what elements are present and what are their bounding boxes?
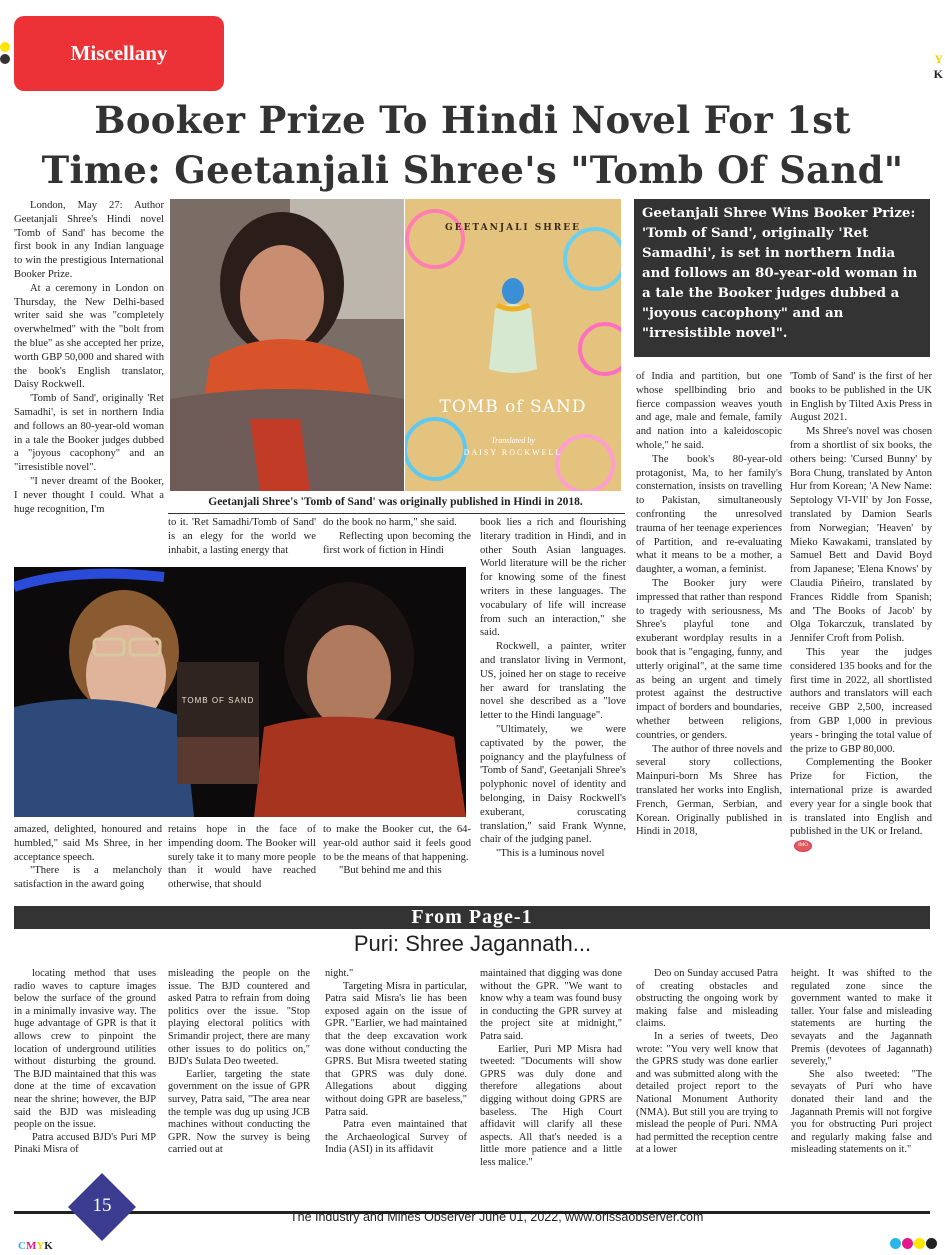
paragraph: retains hope in the face of impending doom. The Booker will surely take it to many more people than it would have reached otherwise, that should bbox=[168, 824, 316, 891]
jump-story-title: Puri: Shree Jagannath... bbox=[353, 931, 592, 956]
paragraph: Earlier, targeting the state government on the issue of GPR survey, Patra said, "The area near the temple was dug up using JCB machines without conducting the GPR. Now the survey is being carried out at bbox=[168, 1068, 310, 1156]
paragraph: The Booker jury were impressed that rather than respond to tragedy with seriousness, Ms Shree's playful tone and exuberant wordplay results in a book that is "engaging, funny, and utterly original", at the same time as being an urgent and timely protest against the destructive impact of borders and boundaries, whether between religions, countries, or genders. bbox=[636, 577, 782, 741]
paragraph: Patra accused BJD's Puri MP Pinaki Misra of bbox=[14, 1131, 156, 1156]
paragraph: Patra even maintained that the Archaeological Survey of India (ASI) in its affidavit bbox=[325, 1119, 467, 1156]
paragraph: "There is a melancholy satisfaction in the award going bbox=[14, 865, 162, 891]
article-col-4 bbox=[480, 516, 626, 861]
article-col-2-bottom bbox=[168, 823, 316, 892]
cmyk-mark bbox=[18, 1240, 53, 1252]
paragraph: In a series of tweets, Deo wrote: "You very well know that the GPRS study was done earlier and was submitted along with the detailed project report to the National Monument Authority (NMA). But still you are trying to mislead the people of Puri. NMA had permitted the reception centre at a lower bbox=[636, 1030, 778, 1156]
jump-section-bar: From Page-1 bbox=[14, 906, 930, 929]
paragraph: "But behind me and this bbox=[339, 865, 442, 877]
author-photo bbox=[170, 199, 404, 491]
y-mark: Y bbox=[934, 52, 943, 66]
cmyk-m: M bbox=[25, 1240, 37, 1252]
k-mark: K bbox=[933, 67, 943, 81]
headline-line-1: Booker Prize To Hindi Novel For 1st bbox=[94, 98, 851, 142]
caption-rule bbox=[168, 513, 625, 514]
yellow-registration-dot bbox=[0, 42, 10, 52]
paragraph: This year the judges considered 135 books and for the first time in 2022, all shortlisted authors and translators will each receive GBP 2,500, increased from GBP 1,000 in previous years - bringing the total value of the prize to GBP 80,000. bbox=[790, 646, 932, 755]
book-cover-title: TOMB of SAND bbox=[439, 397, 587, 417]
section-tag: Miscellany bbox=[14, 16, 224, 91]
paragraph: Deo on Sunday accused Patra of creating obstacles and obstructing the ongoing work by making false and misleading claims. bbox=[636, 968, 778, 1030]
jump-col-3 bbox=[325, 968, 467, 1157]
paragraph: maintained that digging was done without the GPR. "We want to know why a team was found busy in conducting the GPR survey at the project site at midnight," Patra said. bbox=[480, 968, 622, 1042]
paragraph: height. It was shifted to the regulated zone since the government wanted to make it taller. Your false and misleading statements are hurting the sevayats and the Jagannath Premis (devotees of Jagannath) severely," bbox=[791, 968, 932, 1068]
paragraph: At a ceremony in London on Thursday, the New Delhi-based writer said she was "completely overwhelmed" with the "bolt from the blue" as she accepted her prize, worth GBP 50,000 and shared with the book's English translator, Daisy Rockwell. bbox=[14, 282, 164, 391]
held-book-title: TOMB OF SAND bbox=[181, 696, 255, 705]
article-col-6 bbox=[790, 370, 932, 853]
paragraph: The author of three novels and several story collections, Mainpuri-born Ms Shree has translated her works into English, French, German, Serbian, and Korean. Originally published in Hindi in 2018, bbox=[636, 743, 782, 838]
cmyk-y: Y bbox=[36, 1240, 45, 1252]
cmyk-c: C bbox=[18, 1240, 26, 1252]
cmyk-k: K bbox=[44, 1240, 53, 1252]
jump-col-5 bbox=[636, 968, 778, 1157]
yellow-dot bbox=[914, 1238, 925, 1249]
paragraph: Rockwell, a painter, writer and translator living in Vermont, US, joined her on stage to receive her award for translating the novel she described as a "love letter to the Hindi language". bbox=[480, 641, 626, 722]
paragraph: Ms Shree's novel was chosen from a shortlist of six books, the others being: 'Cursed Bunny' by Bora Chung, translated by Anton Hur from Korean; 'A New Name: Septology VI-VII' by Jon Fosse, translated by Damion Searls from Norwegian; 'Heaven' by Mieko Kawakami, translated by Samuel Bett and David Boyd from Japanese; 'Elena Knows' by Claudia Piñeiro, translated by Frances Riddle from Spanish; and 'The Books of Jacob' by Olga Tokarczuk, translated by Jennifer Croft from Polish. bbox=[790, 426, 932, 645]
paragraph: misleading the people on the issue. The BJD countered and asked Patra to refrain from doing politics over the issue. "Stop playing electoral politics with Srimandir project, there are many other issues to do politics on," BJD's Sulata Deo tweeted. bbox=[168, 968, 310, 1068]
page-number: 15 bbox=[92, 1195, 112, 1216]
article-col-1-bottom bbox=[14, 823, 162, 892]
article-col-1 bbox=[14, 199, 164, 516]
pull-quote: Geetanjali Shree Wins Booker Prize: 'Tomb of Sand', originally 'Ret Samadhi', is set in northern India and follows an 80-year-old woman in a tale the Booker judges dubbed a "joyous cacophony" and an "irresistible novel". bbox=[634, 199, 930, 357]
paragraph: 'Tomb of Sand', originally 'Ret Samadhi', is set in northern India and follows an 80-year-old woman in a tale the Booker judges dubbed a "joyous cacophony" and an "irresistible novel". bbox=[14, 393, 164, 474]
ceremony-photo-illustration bbox=[14, 567, 466, 817]
article-col-2-top bbox=[168, 516, 316, 557]
paragraph: Targeting Misra in particular, Patra said Misra's lie has been exposed again on the issue of GPR. "Earlier, we had maintained that the deep excavation work was done without conducting the GPRS. But Misra tweeted stating that GPRS was duly done. Allegations about digging without doing GPR are baseless," Patra said. bbox=[325, 980, 467, 1118]
cyan-dot bbox=[890, 1238, 901, 1249]
article-col-5 bbox=[636, 370, 782, 839]
jump-col-2 bbox=[168, 968, 310, 1157]
paragraph: night." bbox=[325, 968, 354, 979]
paragraph: The book's 80-year-old protagonist, Ma, to her family's consternation, insists on travelling to Pakistan, simultaneously confronting the unresolved trauma of her teenage experiences of Partition, and re-evaluating what it means to be a mother, a daughter, a woman, a feminist. bbox=[636, 453, 782, 576]
jump-col-1 bbox=[14, 968, 156, 1157]
book-cover-translated-by: Translated by bbox=[491, 436, 535, 445]
magenta-dot bbox=[902, 1238, 913, 1249]
article-col-3-top bbox=[323, 516, 471, 557]
paragraph: 'Tomb of Sand' is the first of her books to be published in the UK in English by Tilted Axis Press in August 2021. bbox=[790, 371, 932, 424]
ceremony-photo bbox=[14, 567, 466, 817]
paragraph: Reflecting upon becoming the first work of fiction in Hindi bbox=[323, 530, 471, 556]
paragraph: to it. 'Ret Samadhi/Tomb of Sand' is an elegy for the world we inhabit, a lasting energy that bbox=[168, 517, 316, 556]
paragraph: Complementing the Booker Prize for Fiction, the international prize is awarded every year for a single book that is translated into English and published in the UK or Ireland. bbox=[790, 757, 932, 838]
book-cover-image bbox=[405, 199, 621, 491]
paragraph: "This is a luminous novel bbox=[496, 848, 605, 860]
jump-col-4 bbox=[480, 968, 622, 1170]
paragraph: "I never dreamt of the Booker, I never thought I could. What a huge recognition, I'm bbox=[14, 475, 164, 515]
registration-marks-left bbox=[0, 42, 10, 66]
paragraph: to make the Booker cut, the 64-year-old author said it feels good to be the means of that happening. bbox=[323, 824, 471, 863]
photo-caption: Geetanjali Shree's 'Tomb of Sand' was originally published in Hindi in 2018. bbox=[208, 496, 583, 508]
paragraph: amazed, delighted, honoured and humbled," said Ms Shree, in her acceptance speech. bbox=[14, 824, 162, 863]
headline bbox=[0, 95, 945, 195]
paragraph: locating method that uses radio waves to capture images below the surface of the ground in a minimally invasive way. The huge advantage of GPR is that it allows crew to pinpoint the location of underground utilities without disturbing the ground. The BJD maintained that this was done at the time of excavation near the shrine; however, the BJP said the BJD was misleading people on the issue. bbox=[14, 968, 156, 1131]
paragraph: "Ultimately, we were captivated by the power, the poignancy and the playfulness of 'Tomb of Sand', Geetanjali Shree's polyphonic novel of identity and belonging, in Daisy Rockwell's exuberant, coruscating translation," said Frank Wynne, chair of the judging panel. bbox=[480, 723, 626, 846]
end-mark-icon: IMO bbox=[794, 840, 812, 852]
page-number-badge bbox=[68, 1173, 136, 1241]
footer-publication-info: The Industry and Mines Observer June 01, 2022, www.orissaobserver.com bbox=[290, 1210, 704, 1224]
jump-col-6 bbox=[791, 968, 932, 1157]
paragraph: London, May 27: Author Geetanjali Shree's Hindi novel 'Tomb of Sand' has become the first book in any Indian language to win the prestigious International Booker Prize. bbox=[14, 200, 164, 280]
black-dot bbox=[926, 1238, 937, 1249]
paragraph: She also tweeted: "The sevayats of Puri who have donated their land and the Jagannath Premis will not forgive you for obstructing Puri project and regularly making false and misleading statements on it." bbox=[791, 1068, 932, 1156]
paragraph: of India and partition, but one whose spellbinding brio and fierce compassion weaves youth and age, male and female, family and nation into a kaleidoscopic whole," he said. bbox=[636, 371, 782, 451]
headline-line-2: Time: Geetanjali Shree's "Tomb Of Sand" bbox=[41, 148, 904, 192]
registration-marks-right bbox=[934, 52, 943, 82]
paragraph: Earlier, Puri MP Misra had tweeted: "Documents will show GPRS was duly done and therefore allegations about digging without doing GPRS are baseless. The High Court affidavit will clarify all these aspects. All that's needed is a little more patience and a little less malice." bbox=[480, 1043, 622, 1168]
paragraph: book lies a rich and flourishing literary tradition in Hindi, and in other South Asian languages. World literature will be the richer for knowing some of the finest writers in these languages. The vocabulary of life will increase from such an interaction," she said. bbox=[480, 517, 626, 639]
book-cover-author: GEETANJALI SHREE bbox=[445, 223, 581, 233]
paragraph: do the book no harm," she said. bbox=[323, 517, 457, 528]
registration-dots-bottom-right bbox=[890, 1238, 937, 1249]
book-cover-translator: DAISY ROCKWELL bbox=[463, 448, 563, 457]
author-portrait-illustration bbox=[170, 199, 404, 491]
article-col-3-bottom bbox=[323, 823, 471, 878]
black-registration-dot bbox=[0, 54, 10, 64]
